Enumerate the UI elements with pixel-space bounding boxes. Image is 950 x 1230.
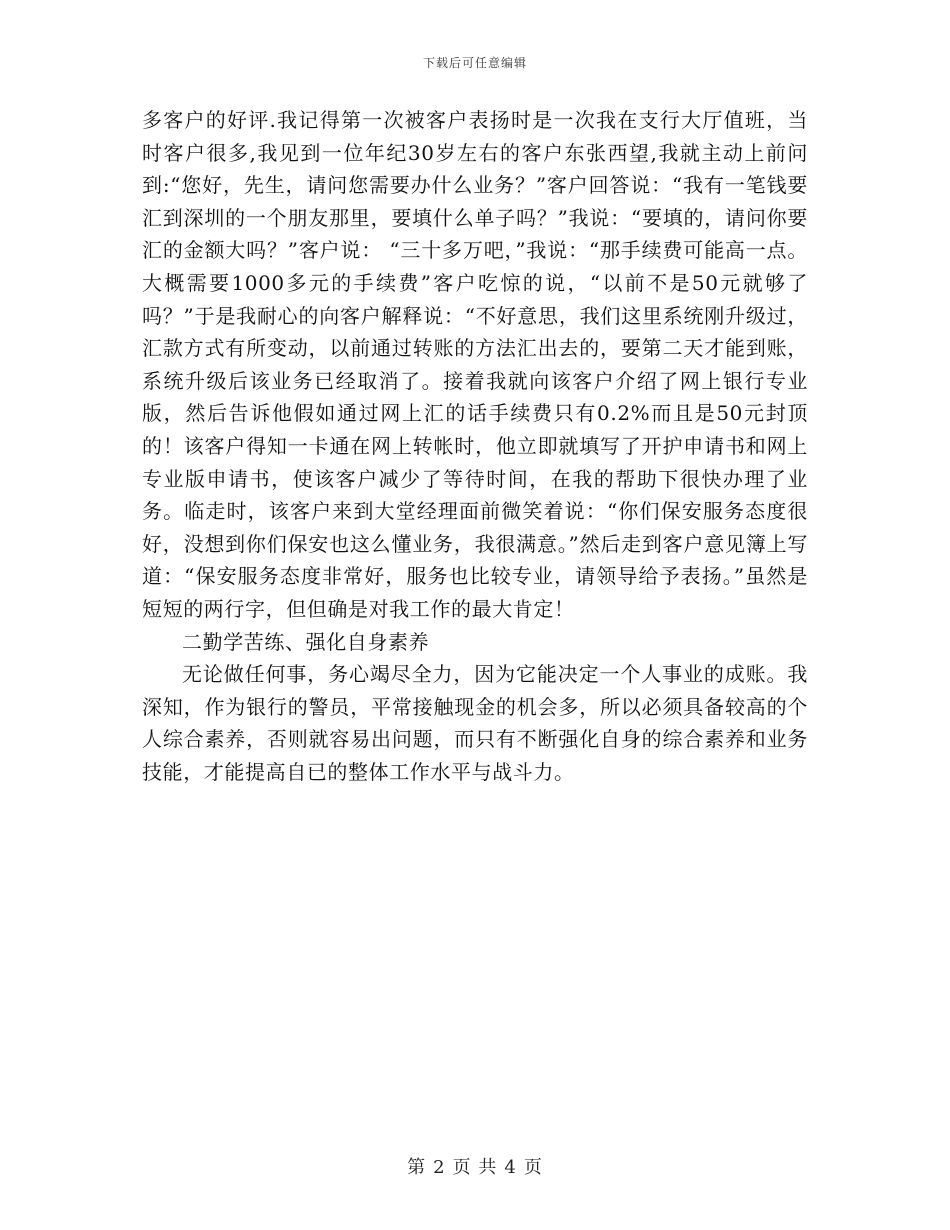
paragraph-self-improvement: 无论做任何事，务心竭尽全力，因为它能决定一个人事业的成账。我深知，作为银行的警员，平常接触现金的机会多，所以必须具备较高的个人综合素养，否则就容易出问题，而只有不断强化自身的综合素养和业务技能，才能提高自已的整体工作水平与战斗力。 [142, 662, 808, 784]
page-number-middle: 页 共 [452, 1157, 498, 1178]
page-number-prefix: 第 [407, 1157, 427, 1178]
page-number-suffix: 页 [523, 1157, 543, 1178]
section-heading: 二勤学苦练、强化自身素养 [182, 629, 430, 654]
page-number-total: 4 [504, 1157, 517, 1178]
paragraph-customer-story: 多客户的好评.我记得第一次被客户表扬时是一次我在支行大厅值班，当时客户很多,我见到一位年纪30岁左右的客户东张西望,我就主动上前问到:“您好，先生，请问您需要办什么业务？”客户回答说：“我有一笔钱要汇到深圳的一个朋友那里，要填什么单子吗？”我说：“要填的，请问你要汇的金额大吗？”客户说： “三十多万吧，”我说：“那手续费可能高一点。大概需要1000多元的手续费”客户吃惊的说，“以前不是50元就够了吗？”于是我耐心的向客户解释说：“不好意思，我们这里系统刚升级过，汇款方式有所变动，以前通过转账的方法汇出去的，要第二天才能到账，系统升级后该业务已经取消了。接着我就向该客户介绍了网上银行专业版，然后告诉他假如通过网上汇的话手续费只有0.2%而且是50元封顶的！该客户得知一卡通在网上转帐时，他立即就填写了开护申请书和网上专业版申请书，使该客户减少了等待时间，在我的帮助下很快办理了业务。临走时，该客户来到大堂经理面前微笑着说：“你们保安服务态度很好，没想到你们保安也这么懂业务，我很满意。”然后走到客户意见簿上写道：“保安服务态度非常好，服务也比较专业，请领导给予表扬。”虽然是短短的两行字，但但确是对我工作的最大肯定！ [142, 108, 808, 621]
document-body [142, 104, 808, 788]
page-number [0, 1153, 950, 1179]
header-note: 下载后可任意编辑 [422, 56, 527, 70]
page-number-current: 2 [433, 1157, 446, 1178]
